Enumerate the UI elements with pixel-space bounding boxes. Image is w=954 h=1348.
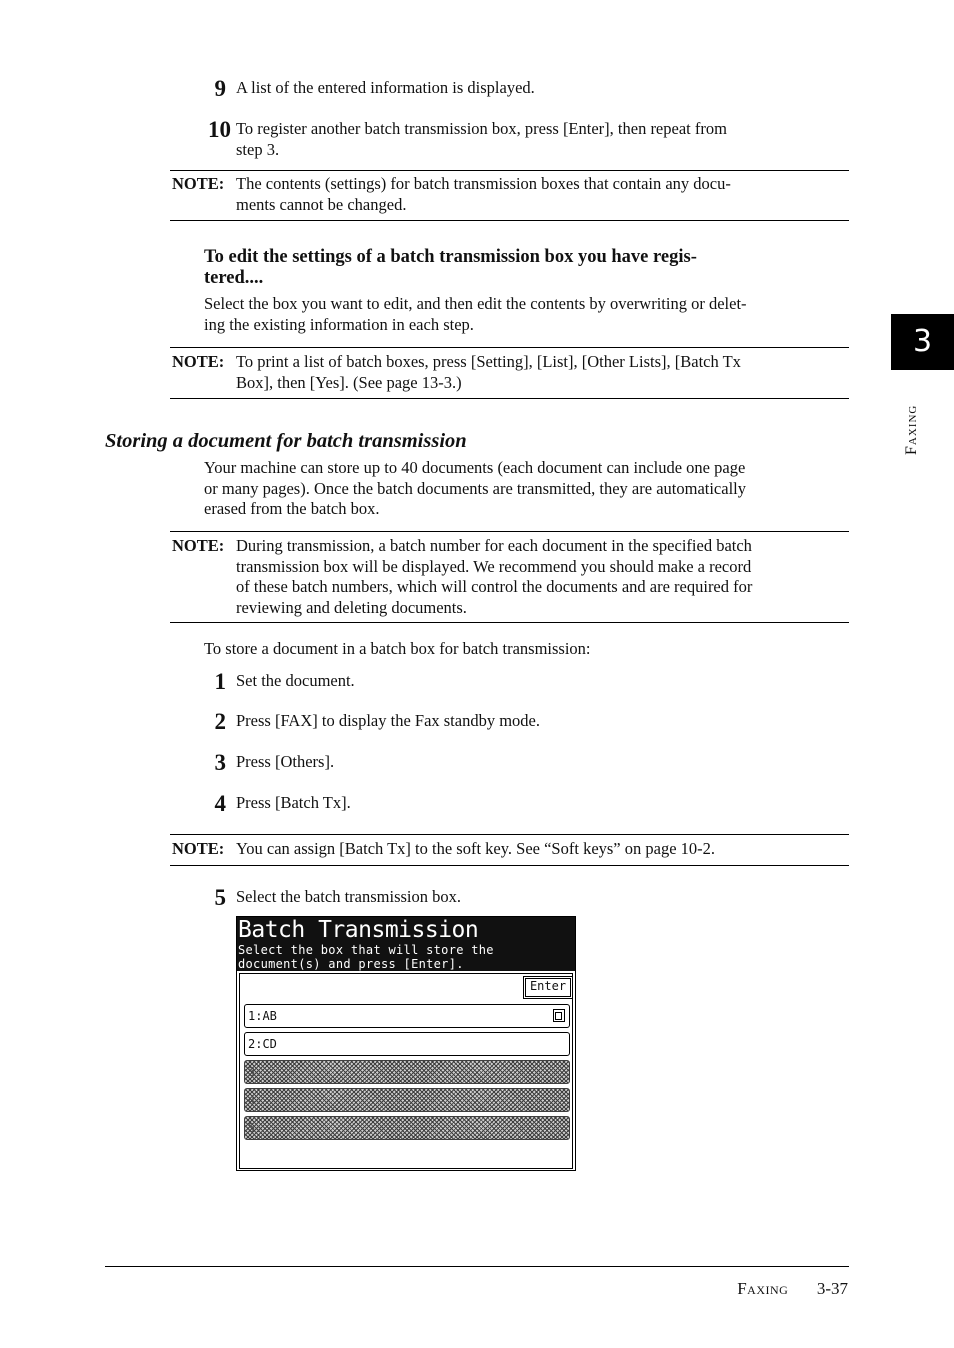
note4 bbox=[172, 839, 842, 861]
step-text-3: Press [Others]. bbox=[236, 752, 335, 771]
note3-line1: During transmission, a batch number for each document in the specified batch bbox=[236, 536, 752, 555]
step-text-10-line1: To register another batch transmission box, press [Enter], then repeat from bbox=[236, 119, 727, 138]
note1-line1: The contents (settings) for batch transmission boxes that contain any docu- bbox=[236, 174, 731, 193]
step-number-3: 3 bbox=[214, 750, 226, 775]
note2-line1: To print a list of batch boxes, press [Setting], [List], [Other Lists], [Batch Tx bbox=[236, 352, 741, 371]
note4-top-rule bbox=[170, 834, 849, 835]
note4-bottom-rule bbox=[170, 865, 849, 866]
edit-body-line2: ing the existing information in each step. bbox=[204, 314, 474, 334]
step-number-10: 10 bbox=[208, 117, 231, 142]
batch-box-2-label: 2:CD bbox=[248, 1037, 277, 1051]
store-intro: To store a document in a batch box for batch transmission: bbox=[204, 639, 591, 658]
note1-body bbox=[236, 174, 842, 215]
note1-label: NOTE: bbox=[172, 174, 225, 193]
note1-top-rule bbox=[170, 170, 849, 171]
batch-box-3 bbox=[244, 1060, 570, 1084]
step-text-10 bbox=[236, 119, 836, 160]
page-footer bbox=[737, 1279, 848, 1299]
batch-box-5 bbox=[244, 1116, 570, 1140]
edit-heading-line2: tered.... bbox=[204, 268, 264, 288]
side-section-label: Faxing bbox=[903, 404, 920, 455]
batch-box-1[interactable] bbox=[244, 1004, 570, 1028]
storing-body-line3: erased from the batch box. bbox=[204, 499, 380, 518]
batch-box-4-label: 4: bbox=[248, 1093, 263, 1107]
edit-heading bbox=[204, 247, 844, 289]
batch-transmission-screen bbox=[236, 916, 576, 1171]
note2 bbox=[172, 352, 842, 394]
footer-rule bbox=[105, 1266, 849, 1267]
step-number-9: 9 bbox=[214, 76, 226, 101]
document-stored-icon bbox=[553, 1009, 565, 1022]
screen-box-list bbox=[239, 973, 573, 1169]
note3-bottom-rule bbox=[170, 622, 849, 623]
note3 bbox=[172, 536, 842, 620]
note1-line2: ments cannot be changed. bbox=[236, 194, 407, 214]
storing-heading: Storing a document for batch transmission bbox=[105, 430, 467, 452]
batch-box-1-label: 1:AB bbox=[248, 1009, 277, 1023]
batch-box-4 bbox=[244, 1088, 570, 1112]
note3-body bbox=[236, 536, 842, 618]
note2-line2: Box], then [Yes]. (See page 13-3.) bbox=[236, 372, 462, 392]
screen-title: Batch Transmission bbox=[238, 917, 479, 943]
note2-label: NOTE: bbox=[172, 352, 225, 371]
enter-button[interactable]: Enter bbox=[523, 976, 573, 999]
note2-bottom-rule bbox=[170, 398, 849, 399]
step-text-1: Set the document. bbox=[236, 671, 355, 690]
screen-instruction-line1: Select the box that will store the bbox=[238, 943, 494, 957]
note3-line2: transmission box will be displayed. We recommend you should make a record bbox=[236, 556, 752, 576]
edit-body bbox=[204, 294, 844, 335]
edit-body-line1: Select the box you want to edit, and then edit the contents by overwriting or delet- bbox=[204, 294, 747, 313]
step-text-5: Select the batch transmission box. bbox=[236, 887, 461, 906]
note4-body: You can assign [Batch Tx] to the soft key. See “Soft keys” on page 10-2. bbox=[236, 839, 716, 858]
note3-line4: reviewing and deleting documents. bbox=[236, 597, 467, 617]
step-text-9: A list of the entered information is displayed. bbox=[236, 78, 535, 97]
screen-header bbox=[237, 917, 575, 971]
note3-label: NOTE: bbox=[172, 536, 225, 555]
batch-box-3-label: 3: bbox=[248, 1065, 263, 1079]
edit-heading-line1: To edit the settings of a batch transmission box you have regis- bbox=[204, 247, 697, 267]
step-text-2: Press [FAX] to display the Fax standby mode. bbox=[236, 711, 541, 730]
footer-page-number: 3-37 bbox=[816, 1279, 848, 1298]
step-text-4: Press [Batch Tx]. bbox=[236, 793, 351, 812]
step-number-2: 2 bbox=[214, 709, 226, 734]
batch-box-2[interactable] bbox=[244, 1032, 570, 1056]
storing-body-line1: Your machine can store up to 40 documents (each document can include one page bbox=[204, 458, 746, 477]
note3-line3: of these batch numbers, which will control the documents and are required for bbox=[236, 577, 753, 596]
footer-section: Faxing bbox=[737, 1279, 789, 1298]
step-number-5: 5 bbox=[214, 885, 226, 910]
screen-instruction-line2: document(s) and press [Enter]. bbox=[238, 957, 464, 971]
batch-box-5-label: 5: bbox=[248, 1121, 263, 1135]
step-number-1: 1 bbox=[214, 669, 226, 694]
step-number-4: 4 bbox=[214, 791, 226, 816]
note2-top-rule bbox=[170, 347, 849, 348]
step-text-10-line2: step 3. bbox=[236, 139, 280, 159]
storing-body bbox=[204, 458, 849, 520]
note1 bbox=[172, 174, 842, 216]
note3-top-rule bbox=[170, 531, 849, 532]
storing-body-line2: or many pages). Once the batch documents are transmitted, they are automatically bbox=[204, 478, 747, 498]
note2-body bbox=[236, 352, 842, 393]
chapter-tab: 3 bbox=[891, 314, 954, 370]
note4-label: NOTE: bbox=[172, 839, 225, 858]
note1-bottom-rule bbox=[170, 220, 849, 221]
